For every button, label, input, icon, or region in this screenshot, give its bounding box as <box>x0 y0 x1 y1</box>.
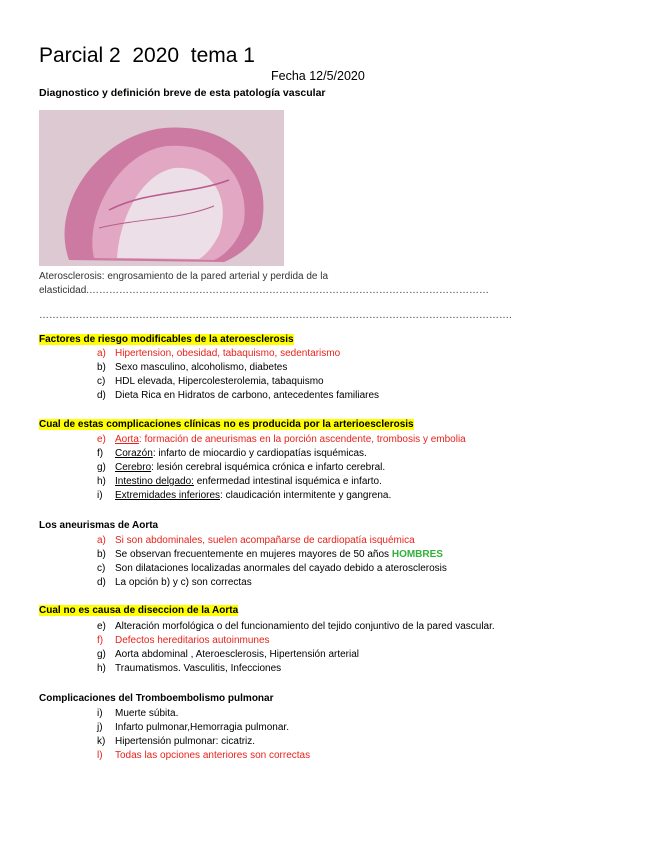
q1-option-b: b) Sexo masculino, alcoholismo, diabetes <box>97 362 288 373</box>
q4-option-f: f) Defectos hereditarios autoinmunes <box>97 635 270 646</box>
q2-option-i: i) Extremidades inferiores: claudicación intermitente y gangrena. <box>97 490 392 501</box>
q2-title: Cual de estas complicaciones clínicas no es producida por la arterioesclerosis <box>39 419 414 430</box>
question-prompt: Diagnostico y definición breve de esta patología vascular <box>39 87 326 99</box>
page-title: Parcial 2 2020 tema 1 <box>39 44 255 67</box>
q3-option-d: d) La opción b) y c) son correctas <box>97 577 252 588</box>
answer-continuation: ……………………………………………………………………………………………………………………………. <box>39 310 512 321</box>
q4-option-g: g) Aorta abdominal , Ateroesclerosis, Hipertensión arterial <box>97 649 360 660</box>
q2-option-f: f) Corazón: infarto de miocardio y cardiopatías isquémicas. <box>97 448 367 459</box>
q3-title: Los aneurismas de Aorta <box>39 520 159 531</box>
q5-option-l: l) Todas las opciones anteriores son correctas <box>97 750 311 761</box>
q1-option-c: c) HDL elevada, Hipercolesterolemia, tabaquismo <box>97 376 324 387</box>
q3-option-a: a) Si son abdominales, suelen acompañarse de cardiopatía isquémica <box>97 535 415 546</box>
q4-option-h: h) Traumatismos. Vasculitis, Infecciones <box>97 663 282 674</box>
q4-option-e: e) Alteración morfológica o del funcionamiento del tejido conjuntivo de la pared vascular. <box>97 621 495 632</box>
q4-title: Cual no es causa de diseccion de la Aorta <box>39 605 239 616</box>
q2-option-e: e) Aorta: formación de aneurismas en la porción ascendente, trombosis y embolia <box>97 434 466 445</box>
answer-text: Aterosclerosis: engrosamiento de la pared arterial y perdida de la elasticidad.………………………………………………………………………………………………………… <box>39 271 490 296</box>
histology-image <box>39 110 284 266</box>
q3-option-c: c) Son dilataciones localizadas anormales del cayado debido a aterosclerosis <box>97 563 447 574</box>
q1-option-a: a) Hipertension, obesidad, tabaquismo, sedentarismo <box>97 348 341 359</box>
q5-option-j: j) Infarto pulmonar,Hemorragia pulmonar. <box>97 722 289 733</box>
q5-option-k: k) Hipertensión pulmonar: cicatriz. <box>97 736 256 747</box>
q1-title: Factores de riesgo modificables de la ateroesclerosis <box>39 334 294 345</box>
correction-note: HOMBRES <box>391 549 443 560</box>
exam-date: Fecha 12/5/2020 <box>271 69 365 83</box>
q5-option-i: i) Muerte súbita. <box>97 708 179 719</box>
q5-title: Complicaciones del Tromboembolismo pulmonar <box>39 693 274 704</box>
q3-option-b: b) Se observan frecuentemente en mujeres mayores de 50 años HOMBRES <box>97 549 443 560</box>
q1-option-d: d) Dieta Rica en Hidratos de carbono, antecedentes familiares <box>97 390 380 401</box>
q2-option-h: h) Intestino delgado: enfermedad intestinal isquémica e infarto. <box>97 476 382 487</box>
q2-option-g: g) Cerebro: lesión cerebral isquémica crónica e infarto cerebral. <box>97 462 386 473</box>
